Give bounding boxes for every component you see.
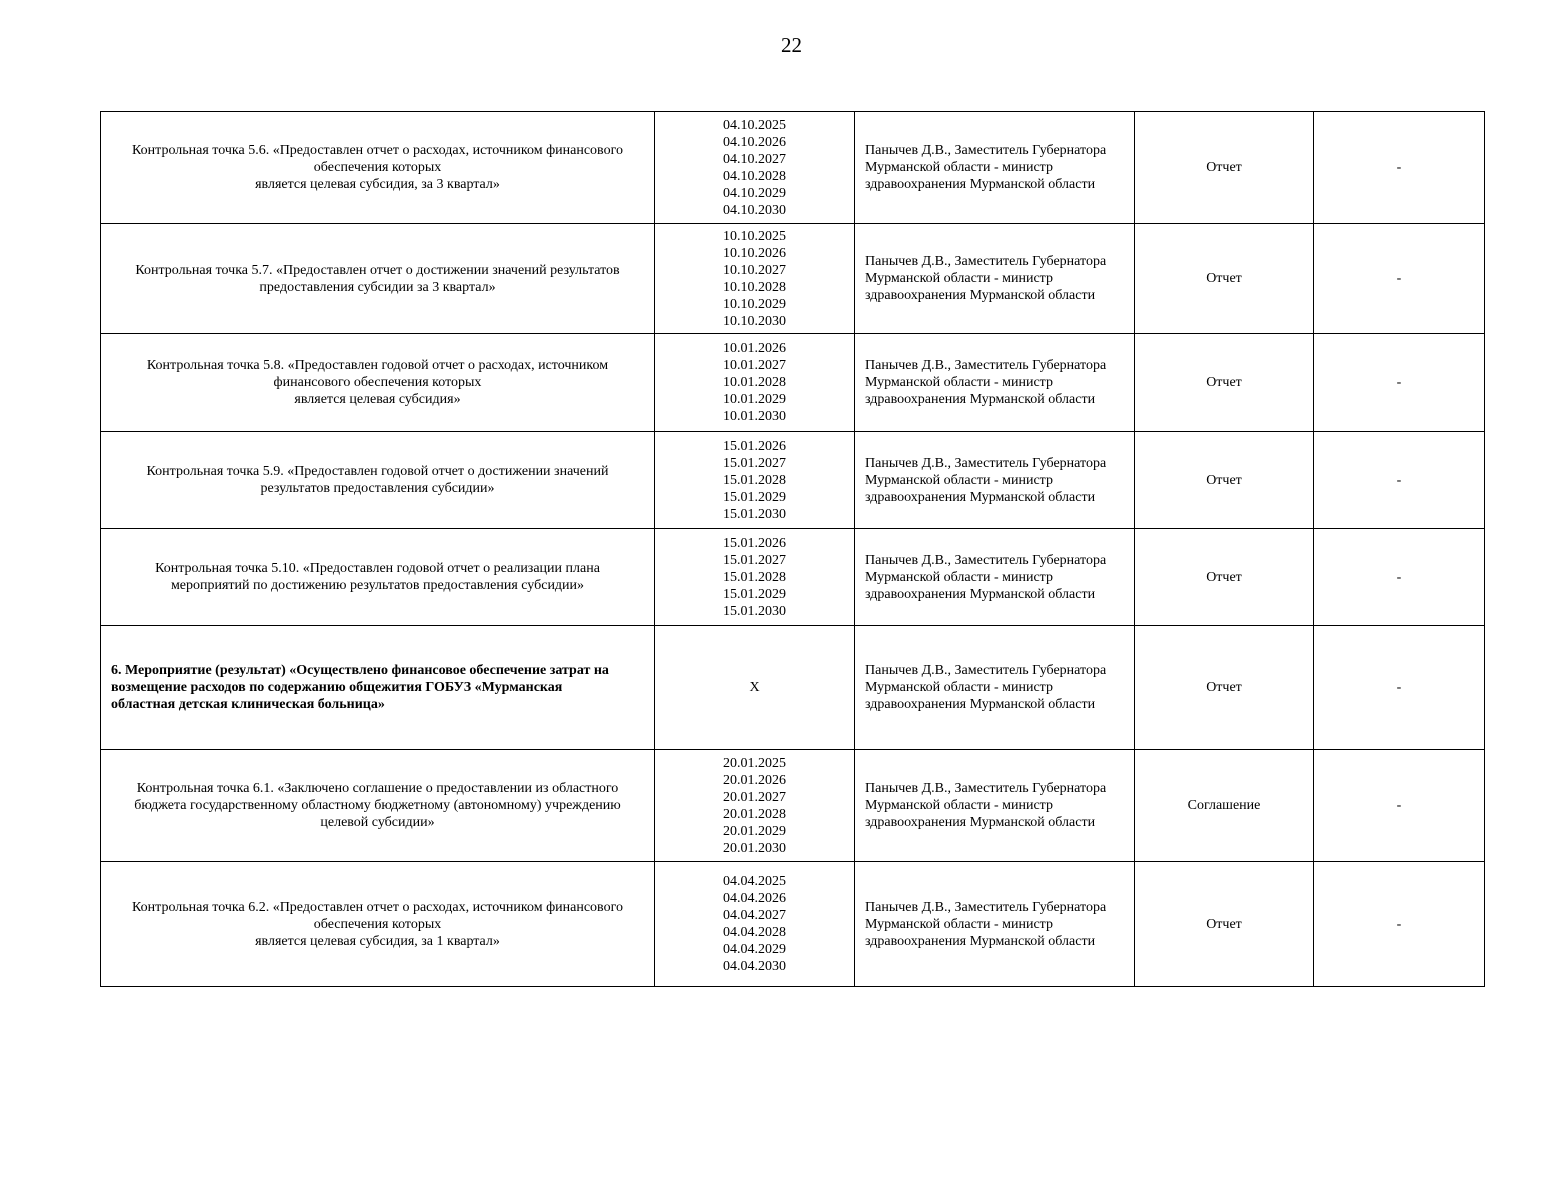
responsible-cell [855,334,1135,432]
event-name-line: является целевая субсидия» [294,392,461,407]
responsible-cell [855,529,1135,626]
event-name-cell [101,862,655,987]
dates-cell [655,750,855,862]
event-name-cell [101,529,655,626]
responsible-line: здравоохранения Мурманской области [865,177,1096,192]
event-name-cell [101,626,655,750]
note-cell: - [1314,529,1485,626]
table-row [101,334,1485,432]
event-name-line: является целевая субсидия, за 1 квартал» [255,933,500,949]
date-value: 20.01.2030 [723,840,786,856]
event-name-line: обеспечения которых [313,160,442,175]
dates-cell [655,862,855,987]
event-name-cell [101,750,655,862]
event-name-line: возмещение расходов по содержанию общежития ГОБУЗ «Мурманская [111,680,563,695]
table-row [101,432,1485,529]
table-row [101,626,1485,750]
responsible-line: Панычев Д.В., Заместитель Губернатора [865,455,1107,471]
responsible-line: здравоохранения Мурманской области [865,697,1096,712]
event-name-line: Контрольная точка 5.10. «Предоставлен годовой отчет о реализации плана [155,561,600,576]
document-type-cell: Отчет [1135,112,1314,224]
date-value: 04.10.2030 [723,202,786,218]
responsible-line: Мурманской области - министр [865,798,1053,813]
table-row [101,529,1485,626]
date-value: 15.01.2029 [723,489,786,505]
date-value: 04.10.2025 [723,117,786,133]
responsible-line: здравоохранения Мурманской области [865,586,1096,602]
document-type-cell: Соглашение [1135,750,1314,862]
date-value: 20.01.2025 [723,755,786,771]
responsible-line: Мурманской области - министр [865,375,1053,390]
page-number: 22 [781,33,802,57]
date-value: 20.01.2026 [723,772,786,788]
control-points-table [100,111,1485,987]
date-value: 10.10.2027 [723,262,786,278]
date-value: 10.10.2026 [723,245,786,261]
responsible-line: Мурманской области - министр [865,916,1053,932]
date-value: 04.10.2029 [723,185,786,201]
event-name-line: финансового обеспечения которых [273,375,482,390]
date-value: 04.10.2027 [723,151,786,167]
note-cell: - [1314,224,1485,334]
note-cell: - [1314,432,1485,529]
event-name-line: обеспечения которых [313,916,442,932]
event-name-cell [101,224,655,334]
date-value: 15.01.2030 [723,506,786,522]
date-value: 04.10.2028 [723,168,786,184]
responsible-line: здравоохранения Мурманской области [865,815,1096,830]
table-row [101,862,1485,987]
event-name-cell [101,334,655,432]
date-value: 15.01.2028 [723,569,786,585]
dates-cell [655,334,855,432]
event-name-line: Контрольная точка 6.1. «Заключено соглашение о предоставлении из областного [136,781,619,796]
date-value: 10.01.2027 [723,358,786,373]
date-value: 10.10.2030 [723,313,786,329]
document-type-cell: Отчет [1135,432,1314,529]
date-value: 04.10.2026 [723,134,786,150]
event-name-line: Контрольная точка 5.7. «Предоставлен отчет о достижении значений результатов [135,262,620,278]
responsible-line: Мурманской области - министр [865,569,1053,585]
date-value: 04.04.2026 [723,891,786,906]
date-value: 15.01.2026 [723,535,786,551]
event-name-cell [101,432,655,529]
table-row [101,750,1485,862]
date-value: 20.01.2029 [723,823,786,839]
responsible-line: Мурманской области - министр [865,160,1053,175]
responsible-cell [855,432,1135,529]
date-value: 04.04.2028 [723,925,786,940]
date-value: 04.04.2025 [723,874,786,889]
date-value: 10.01.2030 [723,409,786,424]
responsible-cell [855,112,1135,224]
date-value: 10.01.2029 [723,392,786,407]
date-value: 15.01.2027 [723,455,786,471]
event-name-line: Контрольная точка 5.6. «Предоставлен отчет о расходах, источником финансового [132,143,623,158]
date-value: 10.01.2026 [723,341,786,356]
date-value: 15.01.2028 [723,472,786,488]
responsible-line: Панычев Д.В., Заместитель Губернатора [865,899,1107,915]
responsible-line: Мурманской области - министр [865,472,1053,488]
date-value: 15.01.2026 [723,438,786,454]
date-value: 04.04.2027 [723,908,786,923]
event-name-line: Контрольная точка 6.2. «Предоставлен отчет о расходах, источником финансового [132,899,623,915]
document-type-cell: Отчет [1135,862,1314,987]
event-name-line: результатов предоставления субсидии» [260,481,495,496]
responsible-line: Панычев Д.В., Заместитель Губернатора [865,552,1107,568]
responsible-line: Панычев Д.В., Заместитель Губернатора [865,663,1107,678]
table-row [101,224,1485,334]
event-name-line: 6. Мероприятие (результат) «Осуществлено финансовое обеспечение затрат на [111,663,609,678]
date-value: 10.10.2025 [723,228,786,244]
note-cell: - [1314,862,1485,987]
note-cell: - [1314,334,1485,432]
responsible-cell [855,626,1135,750]
event-name-line: является целевая субсидия, за 3 квартал» [255,177,500,192]
date-value: 20.01.2027 [723,789,786,805]
date-value: 10.10.2029 [723,296,786,312]
dates-cell [655,112,855,224]
date-value: 10.01.2028 [723,375,786,390]
responsible-cell [855,750,1135,862]
note-cell: - [1314,112,1485,224]
responsible-line: здравоохранения Мурманской области [865,933,1096,949]
event-name-line: Контрольная точка 5.8. «Предоставлен годовой отчет о расходах, источником [146,358,609,373]
responsible-line: здравоохранения Мурманской области [865,489,1096,505]
date-value: X [749,680,760,695]
date-value: 15.01.2029 [723,586,786,602]
responsible-cell [855,224,1135,334]
responsible-line: Мурманской области - министр [865,680,1053,695]
note-cell: - [1314,626,1485,750]
document-type-cell: Отчет [1135,334,1314,432]
event-name-line: областная детская клиническая больница» [111,697,385,712]
date-value: 15.01.2027 [723,552,786,568]
dates-cell [655,626,855,750]
document-type-cell: Отчет [1135,224,1314,334]
dates-cell [655,432,855,529]
date-value: 04.04.2030 [723,959,786,974]
table-row [101,112,1485,224]
event-name-cell [101,112,655,224]
date-value: 15.01.2030 [723,603,786,619]
responsible-line: Панычев Д.В., Заместитель Губернатора [865,143,1107,158]
event-name-line: бюджета государственному областному бюджетному (автономному) учреждению [134,798,621,813]
dates-cell [655,529,855,626]
responsible-line: Панычев Д.В., Заместитель Губернатора [865,781,1107,796]
responsible-line: Панычев Д.В., Заместитель Губернатора [865,254,1107,269]
note-cell: - [1314,750,1485,862]
responsible-line: Панычев Д.В., Заместитель Губернатора [865,358,1107,373]
date-value: 20.01.2028 [723,806,786,822]
event-name-line: целевой субсидии» [320,815,435,830]
responsible-cell [855,862,1135,987]
document-type-cell: Отчет [1135,529,1314,626]
event-name-line: мероприятий по достижению результатов предоставления субсидии» [170,578,585,593]
document-type-cell: Отчет [1135,626,1314,750]
event-name-line: Контрольная точка 5.9. «Предоставлен годовой отчет о достижении значений [146,464,609,479]
dates-cell [655,224,855,334]
event-name-line: предоставления субсидии за 3 квартал» [259,279,496,295]
date-value: 04.04.2029 [723,942,786,957]
responsible-line: здравоохранения Мурманской области [865,392,1096,407]
responsible-line: здравоохранения Мурманской области [865,288,1096,303]
date-value: 10.10.2028 [723,279,786,295]
responsible-line: Мурманской области - министр [865,271,1053,286]
